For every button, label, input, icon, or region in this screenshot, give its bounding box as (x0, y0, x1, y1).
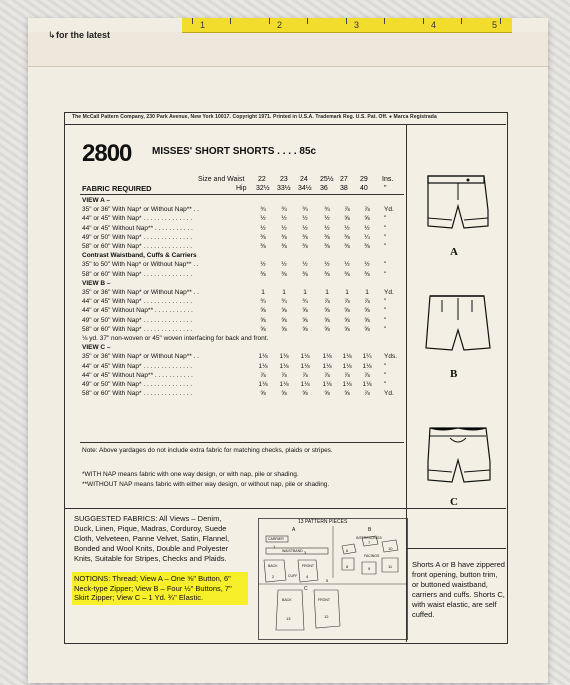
table-cell: ⅝ (344, 307, 350, 315)
table-unit: " (384, 316, 387, 324)
table-unit: " (384, 270, 387, 278)
piece-waistband: WAISTBAND (282, 549, 303, 553)
table-cell: ⅜ (344, 270, 350, 278)
table-cell: ½ (302, 215, 308, 223)
table-row: 35" to 50" With Nap* or Without Nap** . . ½ ½ ½ ½ ½ ½ " (82, 261, 387, 269)
table-cell: ⅞ (260, 371, 266, 379)
tape-mark: 2 (277, 20, 283, 30)
view-a-label: A (450, 246, 458, 258)
table-row: 35" or 36" With Nap* or Without Nap** . . 1 1 1 1 1 1 Yd. (82, 289, 394, 296)
piece-back-c: BACK (282, 598, 292, 602)
section-title: Contrast Waistband, Cuffs & Carriers (82, 252, 197, 260)
table-row: 44" or 45" Without Nap** . . . . . . . . . . . ⅞ ⅞ ⅞ ⅞ ⅞ ⅞ " (82, 371, 387, 379)
table-cell: ⅜ (324, 233, 330, 241)
table-unit: " (384, 307, 387, 315)
table-cell: ⅝ (302, 307, 308, 315)
table-cell: ⅞ (344, 298, 350, 306)
table-cell: ¾ (281, 206, 287, 214)
pieces-column-c: C (304, 586, 308, 592)
piece-number: 9 (368, 566, 371, 571)
size-label: Size and Waist (198, 176, 245, 183)
table-cell: ⅝ (364, 325, 370, 333)
tape-mark: 5 (492, 20, 498, 30)
table-unit: Yd. (384, 390, 394, 398)
table-cell: 1⅛ (342, 353, 352, 361)
table-cell: ⅜ (302, 270, 308, 278)
table-cell: ⅝ (344, 390, 350, 398)
table-cell: 1⅛ (258, 381, 268, 388)
table-cell: ⅞ (344, 371, 350, 379)
table-unit: " (384, 243, 387, 250)
piece-number: 11 (388, 564, 393, 569)
table-cell: ⅝ (302, 325, 308, 333)
table-cell: ⅝ (302, 390, 308, 398)
table-cell: ¾ (302, 298, 308, 306)
piece-interfacings: INTERFACINGS (356, 536, 382, 540)
table-cell: ⅞ (364, 298, 370, 306)
table-unit: " (384, 298, 387, 306)
table-row: 44" or 45" With Nap* . . . . . . . . . . . . . . ¾ ¾ ¾ ⅞ ⅞ ⅞ " (82, 298, 387, 306)
shorts-view-a-drawing (422, 170, 494, 248)
table-row: 44" or 45" Without Nap** . . . . . . . . . . . ⅝ ⅝ ⅝ ⅝ ⅝ ⅝ " (82, 307, 387, 315)
table-row: 44" or 45" With Nap* . . . . . . . . . . . . . . 1⅛ 1⅛ 1⅛ 1⅛ 1⅛ 1⅛ " (82, 362, 387, 370)
table-cell: ⅜ (344, 243, 350, 250)
table-cell: ½ (324, 215, 330, 223)
table-cell: ⅝ (364, 307, 370, 315)
section-title: VIEW A – (82, 197, 111, 204)
with-nap-note: *WITH NAP means fabric with one way design, or with nap, pile or shading. (82, 471, 299, 478)
table-unit: " (384, 325, 387, 333)
table-unit: " (384, 381, 387, 388)
table-cell: ⅝ (324, 316, 330, 324)
table-cell: 1⅛ (322, 353, 332, 361)
table-cell: ⅝ (260, 325, 266, 333)
table-row: 58" or 60" With Nap* . . . . . . . . . . . . . . ⅝ ⅝ ⅝ ⅝ ⅝ ⅝ " (82, 325, 387, 333)
table-cell: 1 (325, 289, 329, 296)
table-cell: 1⅛ (322, 381, 332, 388)
table-cell: ¾ (281, 298, 287, 306)
table-cell: ½ (364, 224, 370, 232)
piece-front-c: FRONT (318, 598, 331, 602)
table-cell: ¾ (324, 206, 330, 214)
table-cell: 1⅛ (342, 381, 352, 388)
yardage-note: Note: Above yardages do not include extra fabric for matching checks, plaids or stripes. (82, 447, 333, 454)
pattern-title: MISSES' SHORT SHORTS . . . . 85c (152, 146, 317, 157)
piece-number: 3 (304, 550, 307, 555)
notions-highlight: NOTIONS: Thread; View A – One ⅝" Button, 6" Neck-type Zipper; View B – Four ½" Buttons, 7" Skirt Zipper; View C – 1 Yd. ¾" Elastic. (72, 572, 248, 605)
piece-number: 13 (286, 616, 291, 621)
table-row: 49" or 50" With Nap* . . . . . . . . . . . . . . ⅜ ⅜ ⅜ ⅜ ⅜ ¼ " (82, 233, 387, 241)
table-cell: 1⅛ (300, 362, 310, 370)
tape-mark: 1 (200, 20, 206, 30)
view-description: Shorts A or B have zippered front opening, button trim, or buttoned waistband, carriers and cuffs. Shorts C, with waist elastic, are self cuffed. (412, 560, 505, 619)
table-unit: " (384, 371, 387, 379)
table-cell: ⅝ (281, 390, 287, 398)
piece-back: BACK (268, 564, 278, 568)
table-cell: ⅝ (260, 307, 266, 315)
table-cell: 1 (261, 289, 265, 296)
table-cell: ⅜ (281, 233, 287, 241)
table-cell: 1 (345, 289, 349, 296)
piece-number: 6 (346, 548, 349, 553)
table-cell: ⅝ (281, 316, 287, 324)
table-cell: ⅝ (260, 316, 266, 324)
table-cell: ⅜ (281, 243, 287, 250)
table-cell: ½ (281, 261, 287, 269)
table-cell: ⅝ (324, 307, 330, 315)
suggested-fabrics: SUGGESTED FABRICS: All Views – Denim, Duck, Linen, Pique, Madras, Corduroy, Suede Cloth, Velveteen, Panne Velvet, Satin, Flannel, Bonded and Wool Knits, Double and Polyester Knits, Suitable for Stripes, Checks and Plaids. (74, 514, 230, 563)
piece-number: 12 (324, 614, 329, 619)
table-cell: ⅝ (302, 316, 308, 324)
table-unit: " (384, 215, 387, 223)
table-cell: ¾ (260, 206, 266, 214)
piece-number: 10 (388, 546, 393, 551)
piece-number: 8 (346, 564, 349, 569)
latest-text: for the latest (56, 30, 111, 40)
table-cell: ⅞ (324, 298, 330, 306)
table-cell: ⅜ (260, 270, 266, 278)
piece-cuff: CUFF (288, 574, 298, 578)
table-cell: ⅜ (344, 233, 350, 241)
piece-number: 2 (272, 574, 275, 579)
table-row: 44" or 45" With Nap* . . . . . . . . . . . . . . ½ ½ ½ ½ ⅝ ⅝ " (82, 215, 387, 223)
table-cell: 1⅛ (362, 381, 372, 388)
table-cell: 1⅛ (300, 353, 310, 361)
table-cell: ⅞ (364, 390, 370, 398)
table-cell: ½ (260, 215, 266, 223)
without-nap-note: **WITHOUT NAP means fabric with either way design, or without nap, pile or shading. (82, 481, 330, 488)
table-cell: 1 (303, 289, 307, 296)
section-title: VIEW B – (82, 279, 111, 287)
table-cell: ⅝ (364, 215, 370, 223)
table-row: 49" or 50" With Nap* . . . . . . . . . . . . . . ⅝ ⅝ ⅝ ⅝ ⅝ ⅝ " (82, 316, 387, 324)
table-cell: ⅝ (344, 316, 350, 324)
table-cell: ⅝ (281, 307, 287, 315)
section-title: VIEW C – (82, 344, 111, 352)
tape-mark: 3 (354, 20, 360, 30)
table-row: ⅛ yd. 37" non-woven or 45" woven interfacing for back and front. (82, 335, 269, 342)
table-cell: ⅞ (324, 371, 330, 379)
table-cell: ⅜ (260, 243, 266, 250)
table-cell: ½ (302, 261, 308, 269)
table-cell: 1⅛ (279, 381, 289, 388)
table-cell: ⅝ (324, 325, 330, 333)
table-cell: ⅜ (302, 233, 308, 241)
pattern-number: 2800 (82, 140, 132, 167)
table-unit: Yd. (384, 289, 394, 296)
table-cell: ⅞ (364, 206, 370, 214)
table-cell: ½ (260, 224, 266, 232)
piece-number: 5 (326, 578, 329, 583)
piece-front: FRONT (302, 564, 315, 568)
table-row: 58" or 60" With Nap* . . . . . . . . . . . . . . ⅝ ⅝ ⅝ ⅝ ⅝ ⅞ Yd. (82, 390, 394, 398)
table-cell: ¼ (364, 233, 370, 241)
table-cell: ½ (260, 261, 266, 269)
table-unit: " (384, 224, 387, 232)
piece-number: 7 (368, 540, 371, 545)
table-cell: 1¼ (362, 353, 372, 361)
pattern-pieces-diagram (258, 518, 408, 640)
table-cell: ⅞ (302, 371, 308, 379)
piece-number: 4 (306, 574, 309, 579)
table-cell: ⅜ (302, 243, 308, 250)
table-cell: 1⅛ (258, 353, 268, 361)
table-cell: ⅜ (281, 270, 287, 278)
table-row: 58" or 60" With Nap* . . . . . . . . . . . . . . ⅜ ⅜ ⅜ ⅜ ⅜ ⅜ " (82, 243, 387, 250)
view-b-label: B (450, 368, 458, 380)
table-cell: ⅝ (260, 390, 266, 398)
table-unit: Yd. (384, 206, 394, 214)
table-row: 49" or 50" With Nap* . . . . . . . . . . . . . . 1⅛ 1⅛ 1⅛ 1⅛ 1⅛ 1⅛ " (82, 381, 387, 388)
table-cell: ½ (324, 224, 330, 232)
table-cell: ⅝ (324, 390, 330, 398)
tape-mark: 4 (431, 20, 437, 30)
table-cell: ⅞ (281, 371, 287, 379)
table-cell: 1 (282, 289, 286, 296)
shorts-view-c-drawing (422, 422, 496, 494)
table-cell: ½ (364, 261, 370, 269)
table-cell: ⅝ (344, 325, 350, 333)
table-cell: ⅝ (364, 316, 370, 324)
table-unit: " (384, 261, 387, 269)
piece-number: 1 (273, 544, 276, 549)
view-c-label: C (450, 496, 458, 508)
arrow-icon: ↳ (48, 30, 56, 40)
table-unit: " (384, 233, 387, 241)
piece-facings: FACINGS (364, 554, 380, 558)
table-row: 35" or 36" With Nap* or Without Nap** . . 1⅛ 1⅛ 1⅛ 1⅛ 1⅛ 1¼ Yds. (82, 353, 398, 361)
table-cell: 1⅛ (258, 362, 268, 370)
pieces-column-a: A (292, 527, 296, 533)
table-cell: ¾ (302, 206, 308, 214)
table-cell: ⅜ (364, 270, 370, 278)
pieces-column-b: B (368, 527, 372, 533)
table-cell: ⅜ (324, 270, 330, 278)
fabric-required-label: FABRIC REQUIRED (82, 184, 152, 193)
table-cell: ⅜ (324, 243, 330, 250)
table-cell: 1⅛ (279, 353, 289, 361)
table-cell: ¾ (260, 298, 266, 306)
company-line: The McCall Pattern Company, 230 Park Avenue, New York 10017. Copyright 1971. Printed in U.S.A. Trademark Reg. U.S. Pat. Off. ● Marca Registrada (72, 114, 437, 120)
table-cell: ⅝ (344, 215, 350, 223)
table-cell: 1⅛ (300, 381, 310, 388)
table-cell: 1⅛ (322, 362, 332, 370)
table-cell: ½ (281, 224, 287, 232)
table-cell: ½ (344, 224, 350, 232)
table-cell: 1 (365, 289, 369, 296)
table-cell: 1⅛ (362, 362, 372, 370)
table-cell: ½ (302, 224, 308, 232)
table-cell: 1⅛ (279, 362, 289, 370)
shorts-view-b-drawing (422, 290, 494, 364)
table-cell: ½ (281, 215, 287, 223)
table-cell: ⅞ (364, 371, 370, 379)
table-cell: ⅝ (281, 325, 287, 333)
hip-label: Hip (236, 185, 247, 192)
measuring-tape (182, 18, 512, 33)
table-cell: ½ (324, 261, 330, 269)
table-unit: Yds. (384, 353, 398, 361)
table-cell: ⅜ (260, 233, 266, 241)
table-cell: 1⅛ (342, 362, 352, 370)
table-cell: ½ (344, 261, 350, 269)
table-cell: ⅜ (364, 243, 370, 250)
table-row: 58" or 60" With Nap* . . . . . . . . . . . . . . ⅜ ⅜ ⅜ ⅜ ⅜ ⅜ " (82, 270, 387, 278)
table-row: 44" or 45" Without Nap** . . . . . . . . . . . ½ ½ ½ ½ ½ ½ " (82, 224, 387, 232)
table-row: 35" or 36" With Nap* or Without Nap** . . ¾ ¾ ¾ ¾ ⅞ ⅞ Yd. (82, 206, 394, 214)
table-unit: " (384, 362, 387, 370)
piece-carrier: CARRIER (268, 537, 284, 541)
pieces-title: 13 PATTERN PIECES (298, 519, 348, 525)
table-cell: ⅞ (344, 206, 350, 214)
